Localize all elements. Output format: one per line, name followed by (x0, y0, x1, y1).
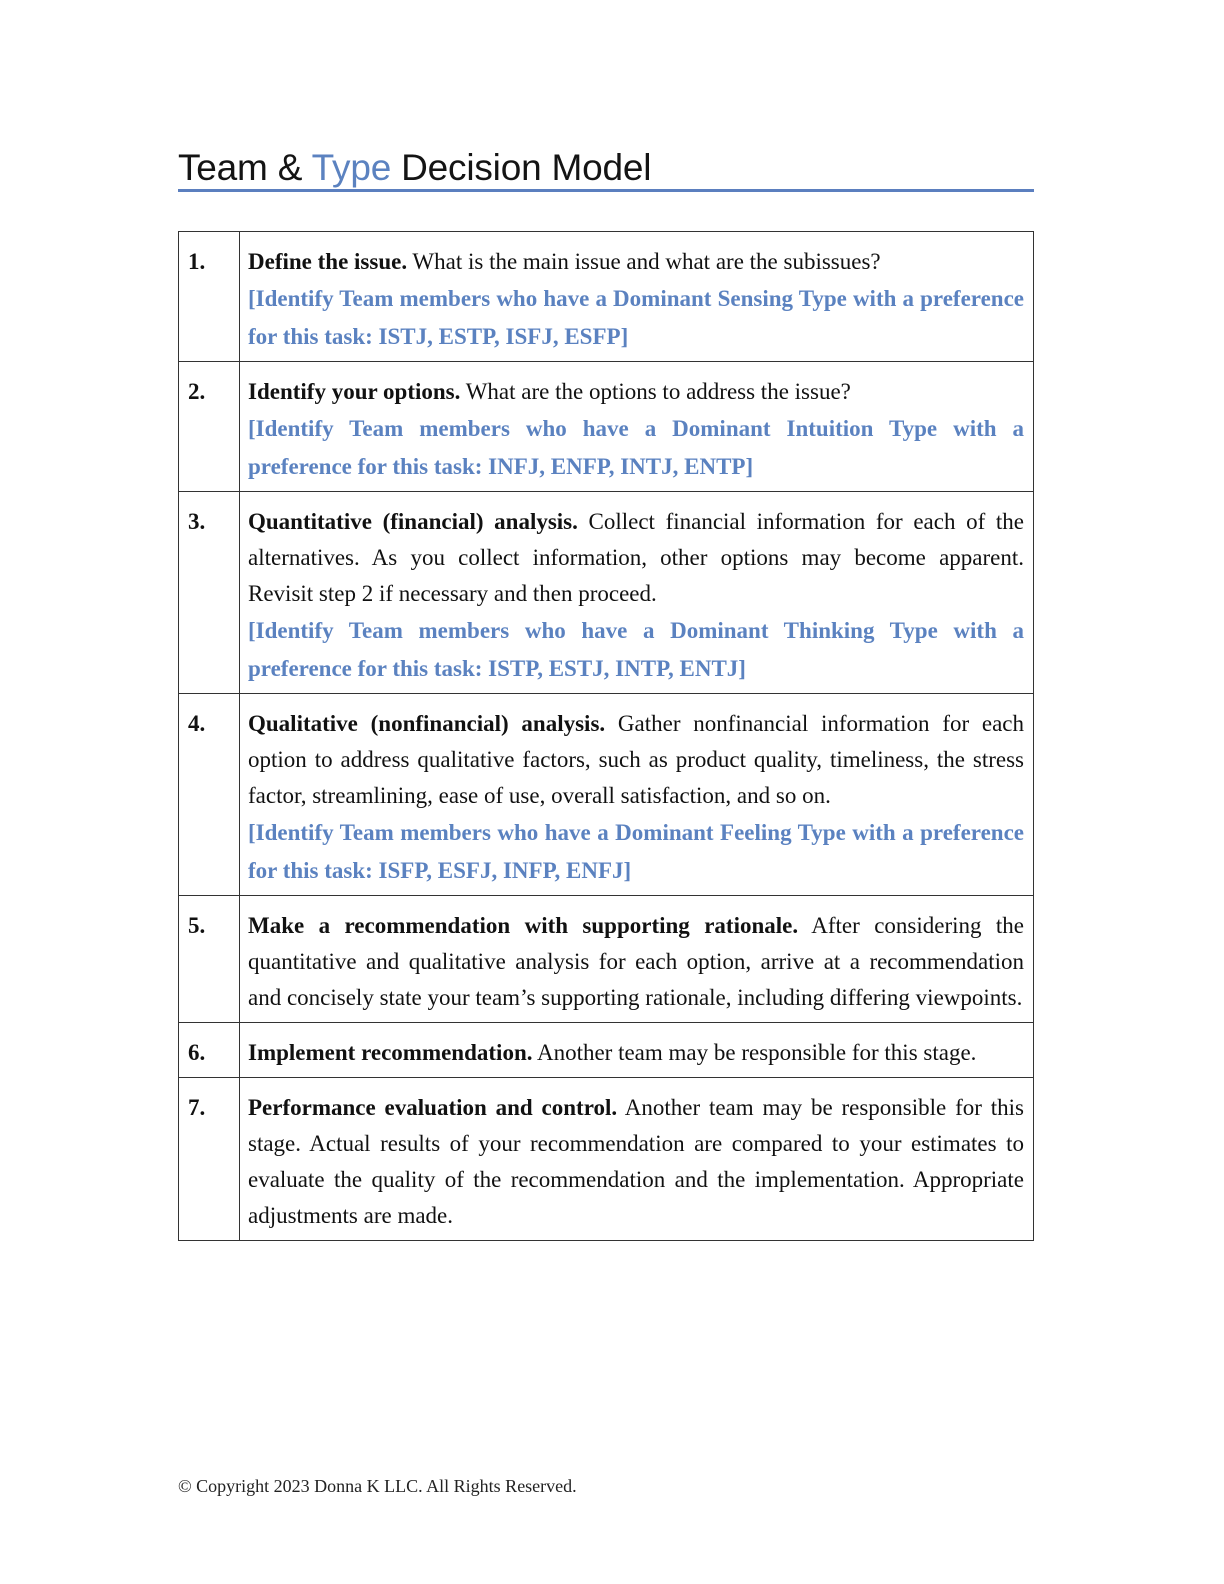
step-content (240, 694, 1034, 896)
step-number: 4. (179, 694, 240, 896)
step-content (240, 362, 1034, 492)
step-number: 6. (179, 1023, 240, 1078)
step-row-1 (179, 232, 1034, 362)
step-text: Another team may be responsible for this stage. (536, 1040, 977, 1065)
step-row-3 (179, 492, 1034, 694)
title-part1: Team & (178, 147, 312, 188)
step-text: What is the main issue and what are the subissues? (412, 249, 881, 274)
title-part2: Decision Model (391, 147, 652, 188)
step-hint: [Identify Team members who have a Dominant Thinking Type with a preference for this task: ISTP, ESTJ, INTP, ENTJ] (248, 618, 1024, 681)
step-text: Another team may be responsible for this stage. Actual results of your recommendation are compared to your estimates to evaluate the quality of the recommendation and the implementation. Appropriate adjustments are made. (248, 1095, 1024, 1228)
copyright-footer: © Copyright 2023 Donna K LLC. All Rights Reserved. (178, 1476, 577, 1496)
step-number: 5. (179, 896, 240, 1023)
step-content (240, 1023, 1034, 1078)
step-row-6 (179, 1023, 1034, 1078)
step-lead: Identify your options. (248, 379, 461, 404)
step-number: 1. (179, 232, 240, 362)
step-lead: Implement recommendation. (248, 1040, 533, 1065)
step-lead: Make a recommendation with supporting rationale. (248, 913, 799, 938)
step-lead: Performance evaluation and control. (248, 1095, 618, 1120)
step-row-7 (179, 1078, 1034, 1241)
step-content (240, 1078, 1034, 1241)
step-row-5 (179, 896, 1034, 1023)
step-text: What are the options to address the issue? (465, 379, 851, 404)
decision-steps-table (178, 231, 1034, 1241)
step-lead: Define the issue. (248, 249, 408, 274)
page-title (178, 146, 1034, 190)
step-number: 3. (179, 492, 240, 694)
step-content (240, 492, 1034, 694)
step-row-4 (179, 694, 1034, 896)
step-number: 2. (179, 362, 240, 492)
step-number: 7. (179, 1078, 240, 1241)
step-text: Collect financial information for each of the alternatives. As you collect information, other options may become apparent. Revisit step 2 if necessary and then proceed. (248, 509, 1024, 606)
step-content (240, 896, 1034, 1023)
step-content (240, 232, 1034, 362)
step-hint: [Identify Team members who have a Dominant Feeling Type with a preference for this task: ISFP, ESFJ, INFP, ENFJ] (248, 820, 1024, 883)
step-text: Gather nonfinancial information for each option to address qualitative factors, such as product quality, timeliness, the stress factor, streamlining, ease of use, overall satisfaction, and so on. (248, 711, 1025, 808)
title-accent: Type (311, 147, 392, 188)
step-lead: Quantitative (financial) analysis. (248, 509, 578, 534)
step-text: After considering the quantitative and qualitative analysis for each option, arrive at a recommendation and concisely state your team’s supporting rationale, including differing viewpoints. (248, 913, 1025, 1010)
step-row-2 (179, 362, 1034, 492)
step-lead: Qualitative (nonfinancial) analysis. (248, 711, 606, 736)
step-hint: [Identify Team members who have a Dominant Intuition Type with a preference for this task: INFJ, ENFP, INTJ, ENTP] (248, 416, 1024, 479)
step-hint: [Identify Team members who have a Dominant Sensing Type with a preference for this task: ISTJ, ESTP, ISFJ, ESFP] (248, 286, 1024, 349)
title-underline (178, 189, 1034, 192)
